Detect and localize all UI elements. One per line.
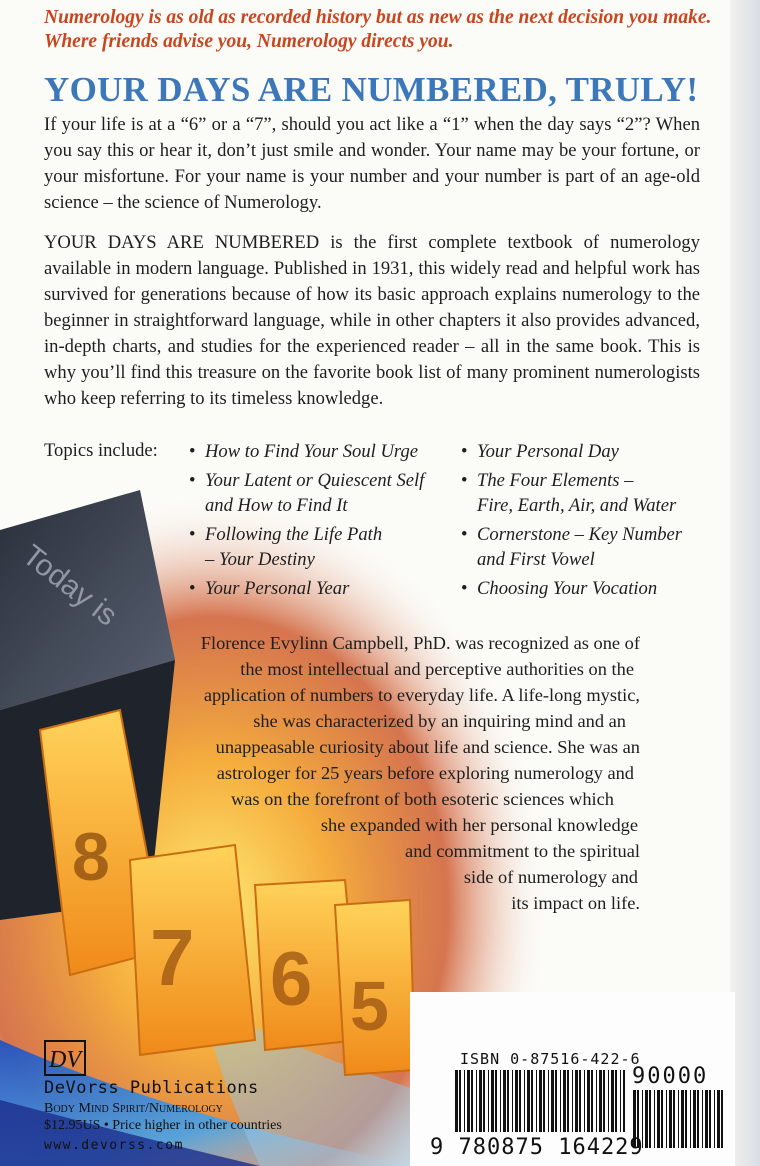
author-bio-line: she expanded with her personal knowledge — [320, 815, 638, 835]
svg-text:7: 7 — [150, 913, 195, 1002]
addon-digits: 90000 — [632, 1064, 709, 1089]
topic-text-cont: and How to Find It — [205, 494, 348, 516]
bullet: • — [461, 578, 468, 599]
topic-text-cont: Fire, Earth, Air, and Water — [477, 494, 677, 516]
author-bio-line: the most intellectual and perceptive authorities on the — [240, 659, 634, 679]
topics-label: Topics include: — [44, 440, 158, 461]
topic-text: Following the Life Path — [205, 524, 383, 545]
tagline: Numerology is as old as recorded history but as new as the next decision you make. Where friends advise you, Numerology directs you. — [44, 7, 712, 52]
topic-item — [189, 523, 383, 572]
bullet: • — [189, 470, 196, 491]
author-bio-line: application of numbers to everyday life. A life-long mystic, — [203, 685, 640, 705]
today-is-text: Today is — [16, 538, 124, 633]
bullet: • — [461, 524, 468, 545]
topic-item — [189, 469, 425, 518]
bullet: • — [189, 441, 196, 462]
topic-item — [461, 469, 677, 518]
book-category: Body Mind Spirit/Numerology — [44, 1101, 223, 1116]
author-bio-line: and commitment to the spiritual — [405, 841, 640, 861]
author-bio-line: side of numerology and — [463, 867, 638, 887]
topic-text: How to Find Your Soul Urge — [205, 441, 418, 462]
author-bio-line: was on the forefront of both esoteric sciences which — [230, 789, 614, 809]
topic-item — [189, 577, 350, 602]
price-note: • Price higher in other countries — [103, 1118, 282, 1133]
topic-text: Your Personal Year — [205, 578, 350, 599]
bullet: • — [461, 470, 468, 491]
publisher-website: www.devorss.com — [44, 1138, 184, 1153]
topic-text: Cornerstone – Key Number — [477, 524, 683, 545]
intro-paragraph: If your life is at a “6” or a “7”, should you act like a “1” when the day says “2”? When you say this or hear it, don’t just smile and wonder. Your name may be your fortune, or your misfortune. For your name is your number and your number is part of an age-old science – the science of Numerology. — [44, 114, 700, 213]
bullet: • — [461, 441, 468, 462]
topic-text: Your Personal Day — [477, 441, 619, 462]
ean-digits: 9 780875 164229 — [430, 1135, 644, 1160]
isbn-label: ISBN 0-87516-422-6 — [460, 1050, 641, 1068]
devorss-logo-icon — [44, 1040, 86, 1076]
bullet: • — [189, 578, 196, 599]
topic-text-cont: – Your Destiny — [205, 548, 315, 570]
author-bio-line: she was characterized by an inquiring mind and an — [253, 711, 626, 731]
topic-item — [461, 440, 619, 465]
author-bio-line: unappeasable curiosity about life and science. She was an — [215, 737, 640, 757]
bullet: • — [189, 524, 196, 545]
author-bio-line: its impact on life. — [511, 893, 640, 913]
topic-item — [461, 523, 683, 572]
topic-text: The Four Elements – — [477, 470, 634, 491]
topic-text: Your Latent or Quiescent Self — [205, 470, 425, 491]
svg-text:5: 5 — [350, 967, 389, 1045]
author-bio — [0, 630, 700, 920]
topic-text: Choosing Your Vocation — [477, 578, 658, 599]
headline: YOUR DAYS ARE NUMBERED, TRULY! — [44, 70, 699, 109]
topic-text-cont: and First Vowel — [477, 548, 595, 570]
author-bio-line: astrologer for 25 years before exploring numerology and — [216, 763, 634, 783]
description-paragraph: YOUR DAYS ARE NUMBERED is the first complete textbook of numerology available in modern language. Published in 1931, this widely read and helpful work has survived for generations because of how its basic approach explains numerology to the beginner in straightforward language, while in other chapters it also provides advanced, in-depth charts, and studies for the experienced reader – all in the same book. This is why you’ll find this treasure on the favorite book list of many prominent numerologists who keep referring to its timeless knowledge. — [44, 232, 700, 409]
addon-barcode — [633, 1090, 725, 1148]
svg-text:DV: DV — [49, 1047, 81, 1073]
topic-item — [189, 440, 418, 465]
svg-text:6: 6 — [270, 937, 313, 1022]
svg-text:8: 8 — [72, 819, 110, 895]
publisher-name: DeVorss Publications — [44, 1078, 259, 1098]
topic-item — [461, 577, 658, 602]
price-line — [44, 1118, 282, 1134]
calendar-card-5 — [335, 900, 415, 1075]
price: $12.95US — [44, 1118, 101, 1133]
author-bio-line: Florence Evylinn Campbell, PhD. was recognized as one of — [200, 633, 640, 653]
